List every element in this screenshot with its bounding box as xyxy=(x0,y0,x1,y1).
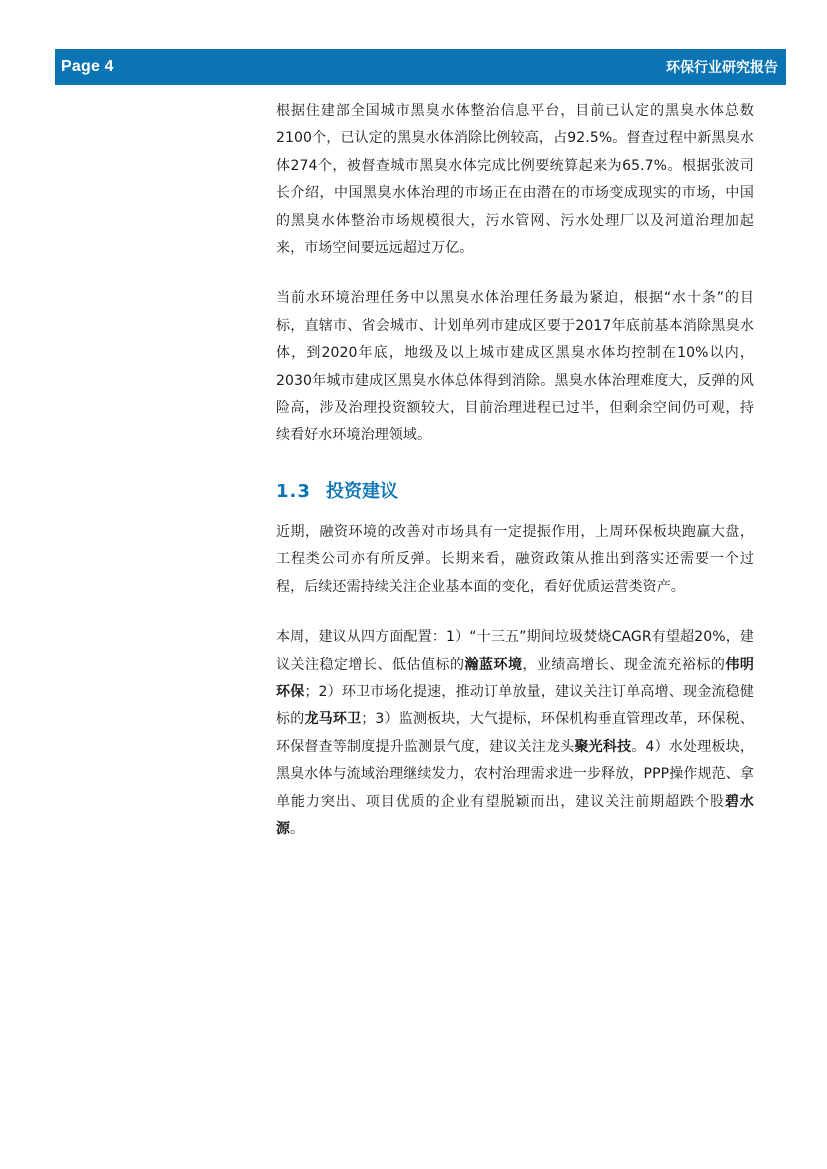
main-content xyxy=(276,98,754,843)
stock-focused-photonics: 聚光科技 xyxy=(574,738,632,755)
rec-text-3: ；2）环卫市场化提速，推动订单放量，建议关注订单高增、现金流稳健标的 xyxy=(276,683,754,728)
rec-text-4: ；3）监测板块，大气提标，环保机构垂直管理改革，环保税、环保督查等制度提升监测景气度，建议关注龙头 xyxy=(276,711,754,755)
paragraph-recommendations xyxy=(276,624,754,843)
paragraph-black-water-stats: 根据住建部全国城市黑臭水体整治信息平台，目前已认定的黑臭水体总数2100个，已认定的黑臭水体消除比例较高，占92.5%。督查过程中新黑臭水体274个，被督查城市黑臭水体完成比例要统算起来为65.7%。根据张波司长介绍，中国黑臭水体治理的市场正在由潜在的市场变成现实的市场，中国的黑臭水体整治市场规模很大，污水管网、污水处理厂以及河道治理加起来，市场空间要远远超过万亿。 xyxy=(276,103,754,257)
report-title: 环保行业研究报告 xyxy=(666,60,778,76)
paragraph-financing-environment: 近期，融资环境的改善对市场具有一定提振作用，上周环保板块跑赢大盘，工程类公司亦有所反弹。长期来看，融资政策从推出到落实还需要一个过程，后续还需持续关注企业基本面的变化，看好优质运营类资产。 xyxy=(276,523,754,595)
page-number: Page 4 xyxy=(61,58,114,75)
header-bar xyxy=(55,49,786,85)
stock-weiming: 伟明环保 xyxy=(276,656,754,700)
paragraph-water-treatment-targets: 当前水环境治理任务中以黑臭水体治理任务最为紧迫，根据“水十条”的目标，直辖市、省会城市、计划单列市建成区要于2017年底前基本消除黑臭水体，到2020年底，地级及以上城市建成区黑臭水体均控制在10%以内，2030年城市建成区黑臭水体总体得到消除。黑臭水体治理难度大，反弹的风险高，涉及治理投资额较大，目前治理进程已过半，但剩余空间仍可观，持续看好水环境治理领域。 xyxy=(276,290,754,444)
stock-grandblue: 瀚蓝环境 xyxy=(464,656,523,673)
rec-text-1: 本周，建议从四方面配置：1）“十三五”期间垃圾焚烧CAGR有望超20%，建议关注稳定增长、低估值标的 xyxy=(276,629,754,673)
stock-longma: 龙马环卫 xyxy=(304,711,362,728)
rec-text-2: ，业绩高增长、现金流充裕标的 xyxy=(522,656,726,673)
rec-text-6: 。 xyxy=(290,820,305,837)
section-heading xyxy=(276,477,754,507)
rec-text-5: 。4）水处理板块，黑臭水体与流域治理继续发力，农村治理需求进一步释放，PPP操作规范、拿单能力突出、项目优质的企业有望脱颖而出，建议关注前期超跌个股 xyxy=(276,738,754,810)
section-title: 投资建议 xyxy=(326,480,398,502)
stock-originwater: 碧水源 xyxy=(276,793,755,837)
section-number: 1.3 xyxy=(276,480,311,502)
